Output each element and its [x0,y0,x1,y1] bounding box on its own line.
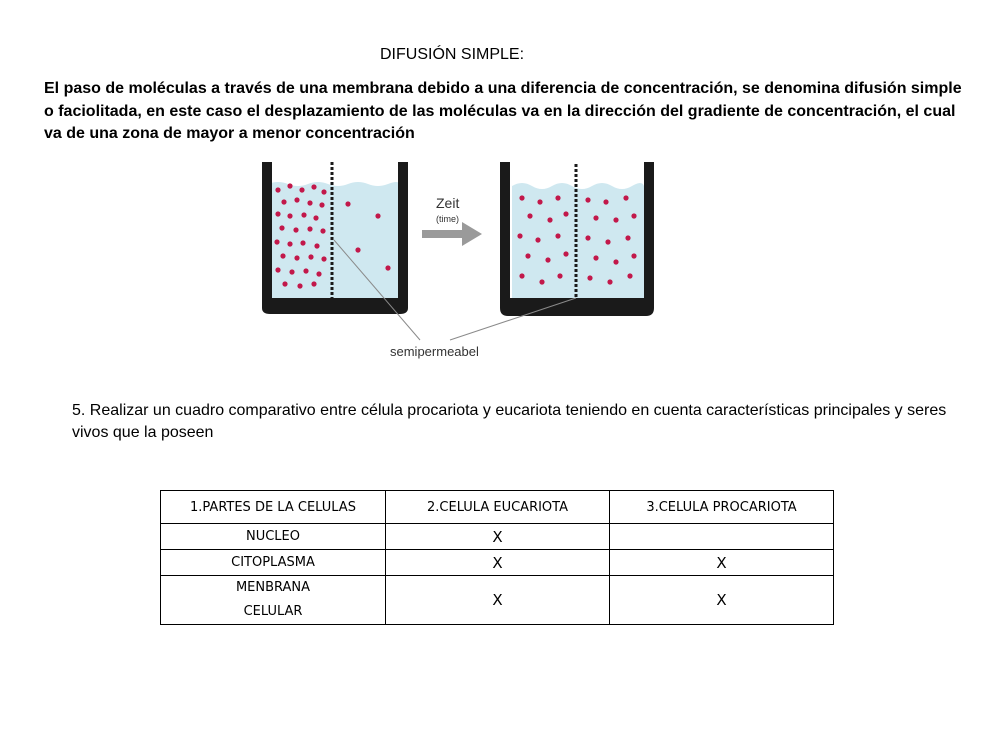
header-cell: 1.PARTES DE LA CELULAS [161,491,386,524]
intro-paragraph: El paso de moléculas a través de una membrana debido a una diferencia de concentración, se denomina difusión simple o faciolitada, en este caso el desplazamiento de las moléculas va en la dirección del gradiente de concentración, el cual va de una zona de mayor a menor concentración [44,80,962,142]
beaker-after [500,162,654,316]
header-cell: 3.CELULA PROCARIOTA [610,491,834,524]
table-header-row [161,491,834,524]
table-row [161,576,834,625]
time-sublabel: (time) [436,214,459,224]
table-row [161,524,834,550]
table-row [161,550,834,576]
part-cell: CITOPLASMA [161,550,386,576]
part-cell [161,576,386,625]
membrane-label: semipermeabel [390,344,479,359]
eucariota-cell: X [386,576,610,625]
page-title: DIFUSIÓN SIMPLE: [380,46,525,63]
part-line: MENBRANA [235,580,311,595]
diffusion-diagram [250,158,660,368]
question-5: 5. Realizar un cuadro comparativo entre célula procariota y eucariota teniendo en cuenta características principales y seres vivos que la poseen [72,402,947,441]
header-cell: 2.CELULA EUCARIOTA [386,491,610,524]
time-label: Zeit [436,195,460,211]
eucariota-cell: X [386,524,610,550]
time-arrow [422,222,482,246]
procariota-cell: X [610,576,834,625]
procariota-cell: X [610,550,834,576]
part-line: CELULAR [243,604,303,619]
part-cell: NUCLEO [161,524,386,550]
procariota-cell [610,524,834,550]
eucariota-cell: X [386,550,610,576]
beaker-before [262,162,408,314]
comparison-table [160,490,834,625]
